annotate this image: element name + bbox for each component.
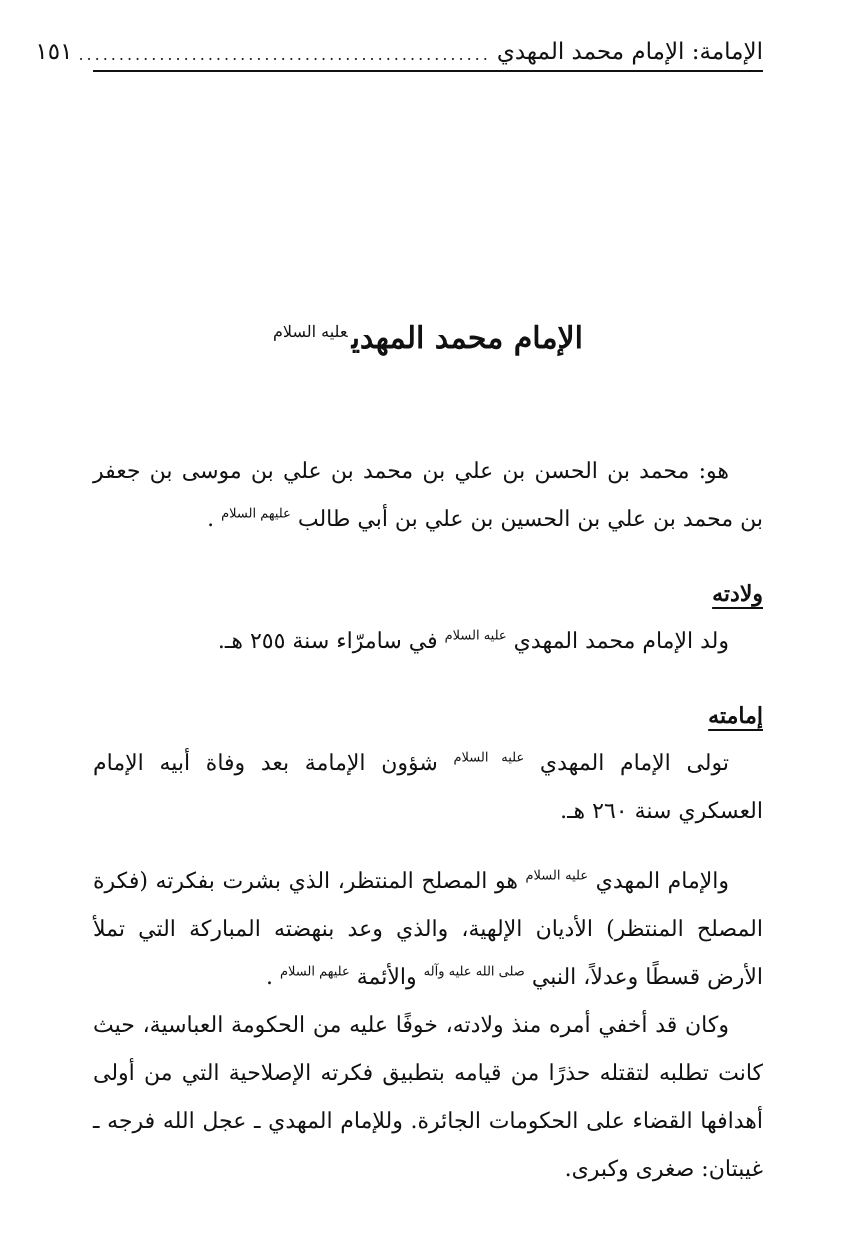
imamate-p2-end: .	[265, 965, 273, 990]
section-heading-birth: ولادته	[712, 581, 763, 607]
birth-text-end: في سامرّاء سنة ٢٥٥ هـ.	[217, 629, 438, 654]
imamate-paragraph-1	[93, 740, 763, 836]
chapter-title-text: الإمام محمد المهدي	[351, 321, 583, 356]
imamate-p1-start: تولى الإمام المهدي	[539, 751, 729, 776]
header-leader-dots: ...................................................	[78, 45, 491, 64]
section-heading-imamate: إمامته	[708, 703, 763, 729]
intro-text: هو: محمد بن الحسن بن علي بن محمد بن علي بن موسى بن جعفر بن محمد بن علي بن الحسين بن علي بن أبي طالب	[93, 459, 763, 532]
honorific-singular: عليه السلام	[444, 628, 507, 644]
intro-paragraph	[93, 448, 763, 544]
imamate-p2-middle: هو المصلح المنتظر، الذي بشرت بفكرته (فكرة المصلح المنتظر) الأديان الإلهية، والذي وعد بنهضته المباركة التي تملأ الأرض قسطًا وعدلاً، النبي	[93, 869, 763, 990]
body-text	[93, 448, 763, 1194]
honorific-plural: عليهم السلام	[279, 964, 350, 980]
chapter-honorific: عليه السلام	[273, 322, 348, 341]
header-title: الإمامة: الإمام محمد المهدي	[496, 39, 763, 65]
running-header	[35, 30, 763, 72]
page-number: ١٥١	[35, 39, 73, 65]
honorific-singular: عليه السلام	[453, 750, 525, 766]
imamate-paragraph-3: وكان قد أخفي أمره منذ ولادته، خوفًا عليه من الحكومة العباسية، حيث كانت تطلبه لتقتله حذرًا من قيامه بتطبيق فكرته الإصلاحية التي من أولى أهدافها القضاء على الحكومات الجائرة. وللإمام المهدي ـ عجل الله فرجه ـ غيبتان: صغرى وكبرى.	[93, 1013, 763, 1182]
imamate-paragraph-2	[93, 858, 763, 1002]
imamate-p1-end: شؤون الإمامة بعد وفاة أبيه الإمام العسكري سنة ٢٦٠ هـ.	[93, 751, 763, 824]
imamate-p2-imams: والأئمة	[356, 965, 417, 990]
birth-paragraph	[93, 618, 763, 666]
honorific-singular: عليه السلام	[525, 868, 589, 884]
honorific-prophet: صلى الله عليه وآله	[423, 964, 525, 980]
birth-text-start: ولد الإمام محمد المهدي	[513, 629, 729, 654]
book-page	[35, 0, 763, 1249]
honorific-plural: عليهم السلام	[221, 506, 291, 522]
imamate-p2-start: والإمام المهدي	[595, 869, 730, 894]
intro-end: .	[207, 507, 215, 532]
chapter-title	[93, 304, 763, 367]
